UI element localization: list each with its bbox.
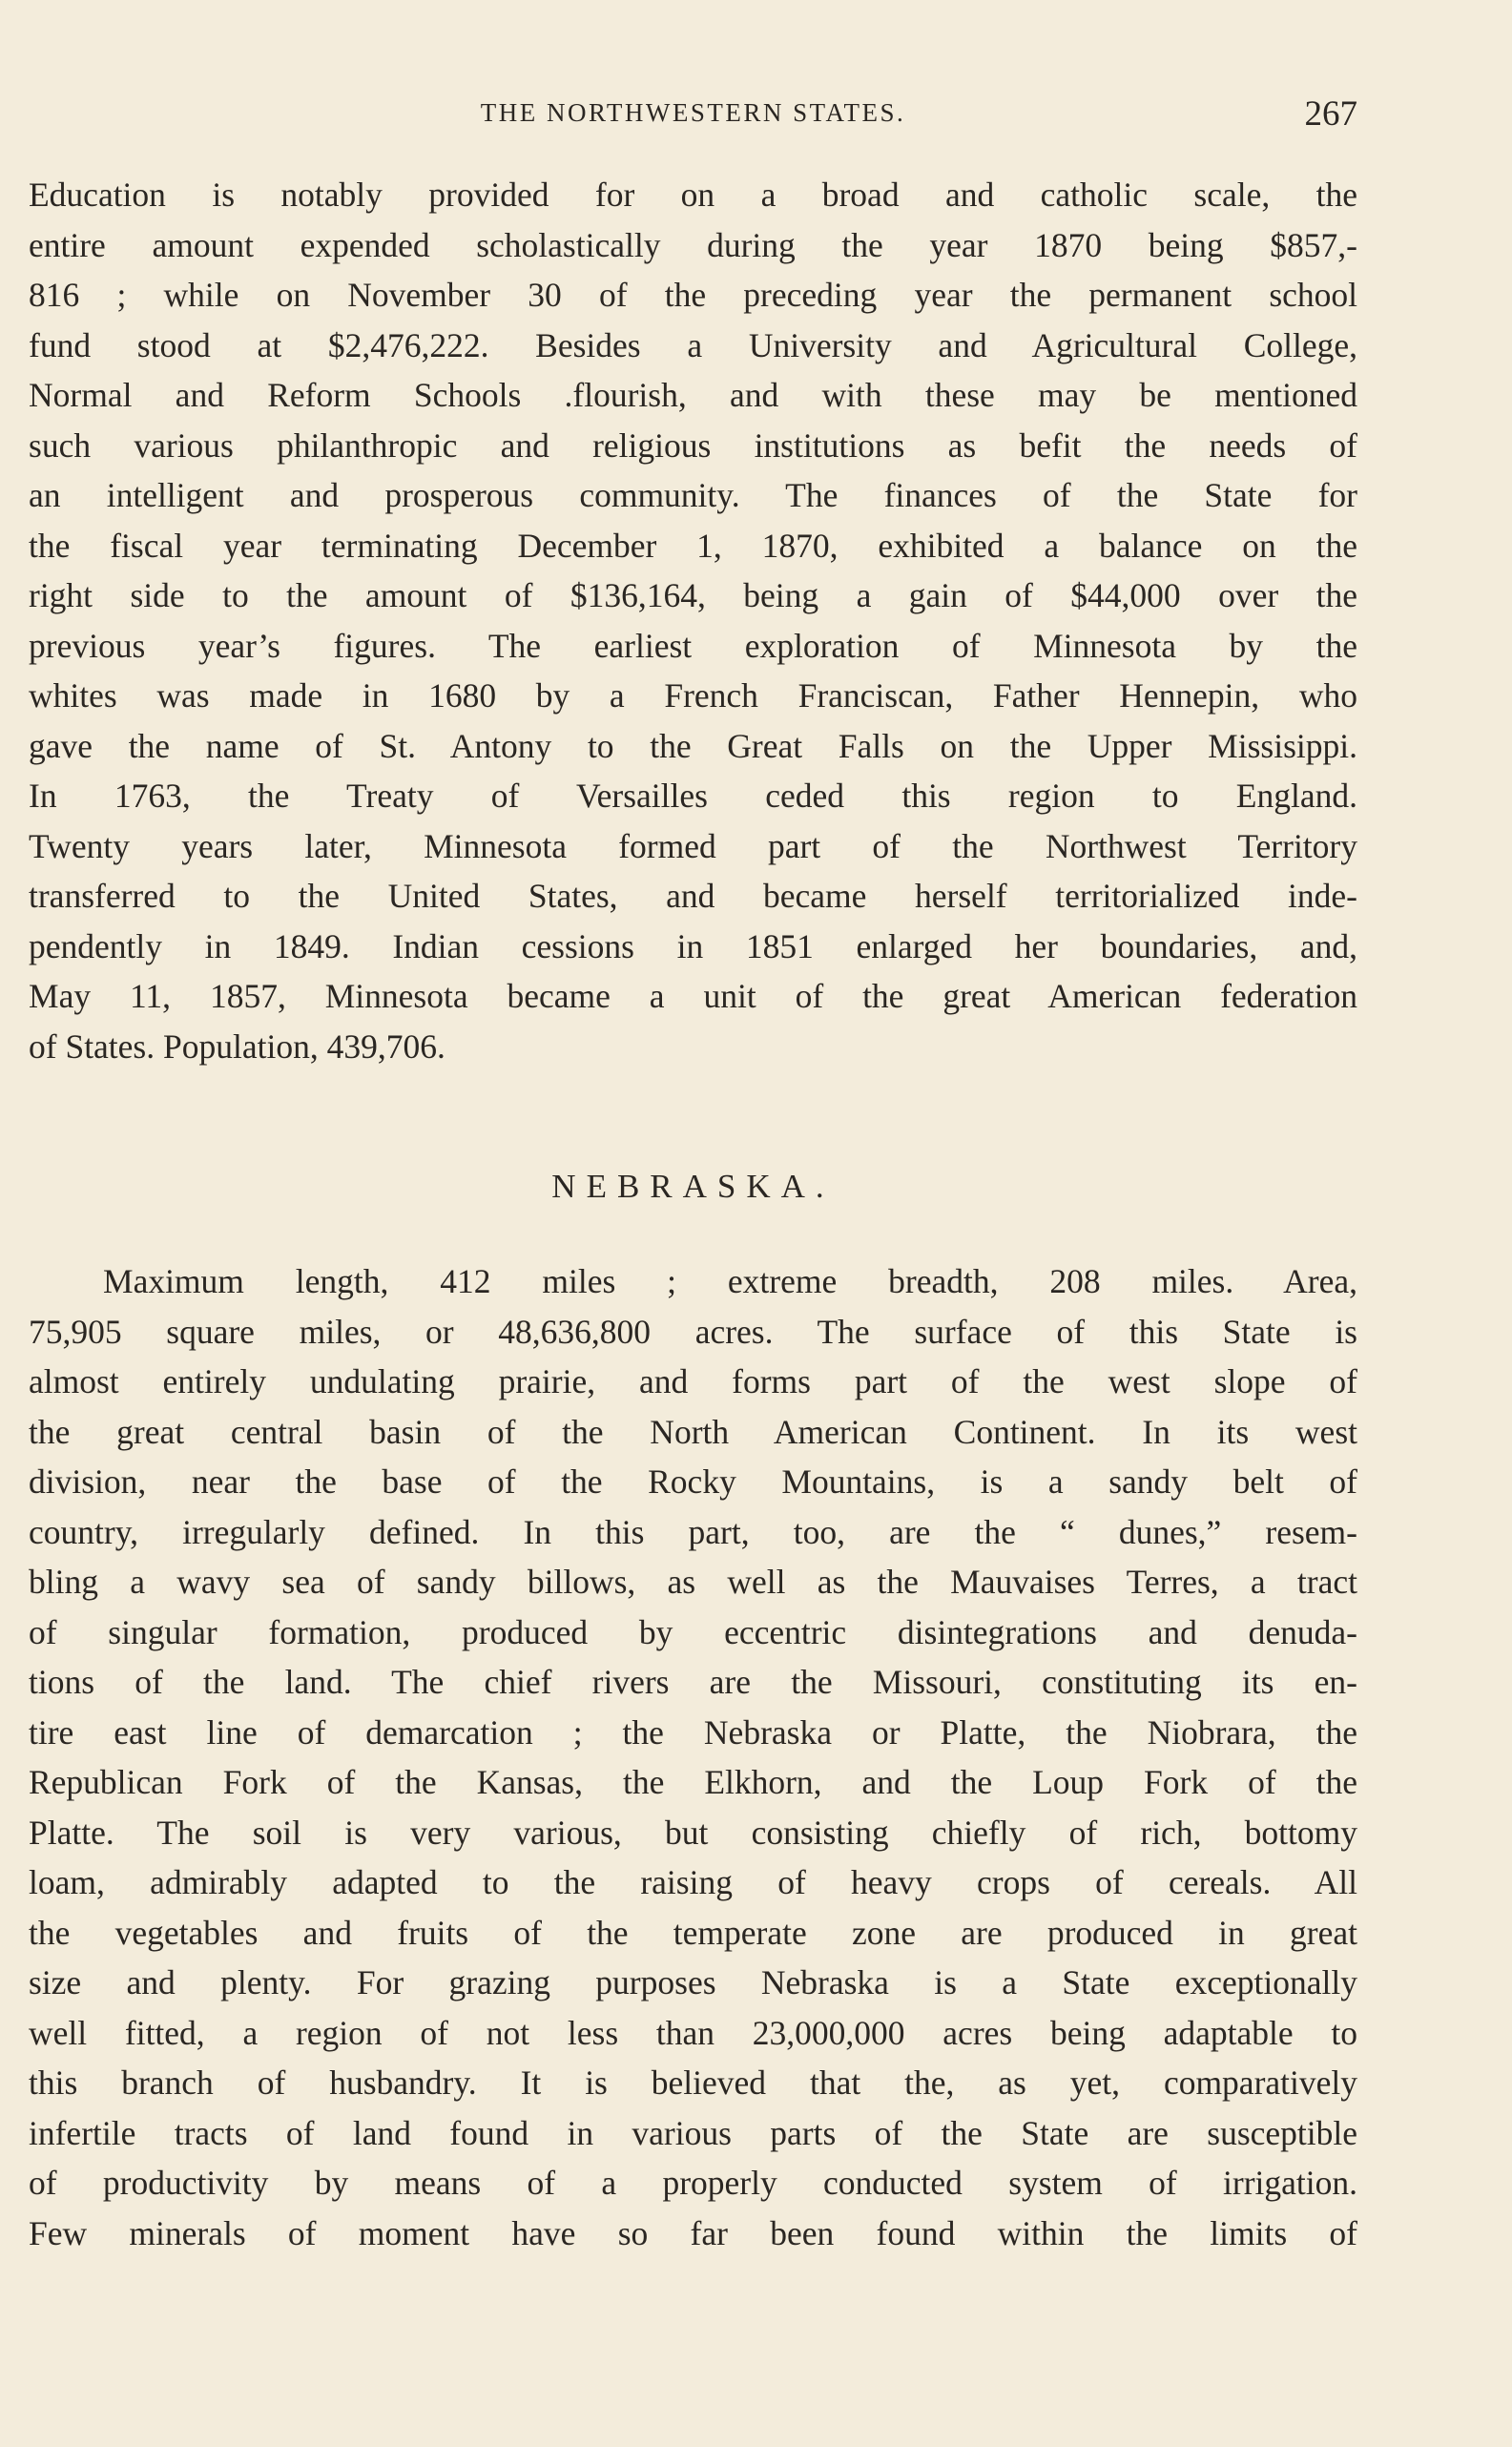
running-head <box>29 92 1357 134</box>
text-line: Platte. The soil is very various, but consisting chiefly of rich, bottomy <box>29 1813 1357 1852</box>
text-line: bling a wavy sea of sandy billows, as well as the Mauvaises Terres, a tract <box>29 1563 1357 1601</box>
text-line: Maximum length, 412 miles ; extreme breadth, 208 miles. Area, <box>103 1262 1357 1300</box>
text-line: this branch of husbandry. It is believed that the, as yet, comparatively <box>29 2063 1357 2102</box>
text-line: tions of the land. The chief rivers are the Missouri, constituting its en- <box>29 1663 1357 1701</box>
text-line: the fiscal year terminating December 1, 1870, exhibited a balance on the <box>29 526 1357 565</box>
text-line: Education is notably provided for on a broad and catholic scale, the <box>29 176 1357 214</box>
text-line: infertile tracts of land found in various parts of the State are susceptible <box>29 2113 1357 2152</box>
text-line: size and plenty. For grazing purposes Nebraska is a State exceptionally <box>29 1963 1357 2001</box>
text-line: the great central basin of the North American Continent. In its west <box>29 1412 1357 1451</box>
text-line: almost entirely undulating prairie, and forms part of the west slope of <box>29 1362 1357 1400</box>
text-line: division, near the base of the Rocky Mountains, is a sandy belt of <box>29 1462 1357 1501</box>
text-line: previous year’s figures. The earliest exploration of Minnesota by the <box>29 626 1357 665</box>
text-line: of productivity by means of a properly conducted system of irrigation. <box>29 2164 1357 2202</box>
section-heading-nebraska: NEBRASKA. <box>551 1168 835 1205</box>
text-line: of singular formation, produced by eccentric disintegrations and denuda- <box>29 1612 1357 1651</box>
text-line: 75,905 square miles, or 48,636,800 acres. The surface of this State is <box>29 1312 1357 1351</box>
running-title: THE NORTHWESTERN STATES. <box>480 98 906 127</box>
text-line: May 11, 1857, Minnesota became a unit of the great American federation <box>29 977 1357 1015</box>
text-line: whites was made in 1680 by a French Franciscan, Father Hennepin, who <box>29 676 1357 715</box>
page-number: 267 <box>1304 94 1357 134</box>
text-line: fund stood at $2,476,222. Besides a University and Agricultural College, <box>29 325 1357 364</box>
text-line: the vegetables and fruits of the temperate zone are produced in great <box>29 1913 1357 1952</box>
text-line: loam, admirably adapted to the raising of heavy crops of cereals. All <box>29 1863 1357 1901</box>
text-line: an intelligent and prosperous community. The finances of the State for <box>29 476 1357 514</box>
minnesota-paragraph <box>29 170 1357 1071</box>
text-line: Republican Fork of the Kansas, the Elkhorn, and the Loup Fork of the <box>29 1763 1357 1801</box>
text-line: Normal and Reform Schools .flourish, and with these may be mentioned <box>29 376 1357 414</box>
text-line: pendently in 1849. Indian cessions in 1851 enlarged her boundaries, and, <box>29 926 1357 965</box>
text-line: In 1763, the Treaty of Versailles ceded this region to England. <box>29 777 1357 815</box>
text-line: tire east line of demarcation ; the Nebraska or Platte, the Niobrara, the <box>29 1712 1357 1752</box>
text-line: entire amount expended scholastically during the year 1870 being $857,- <box>29 225 1357 264</box>
text-line: Few minerals of moment have so far been found within the limits of <box>29 2213 1357 2252</box>
text-line: such various philanthropic and religious institutions as befit the needs of <box>29 425 1357 465</box>
text-line: Twenty years later, Minnesota formed part of the Northwest Territory <box>29 826 1357 865</box>
text-line: gave the name of St. Antony to the Great Falls on the Upper Missisippi. <box>29 726 1357 765</box>
text-line: 816 ; while on November 30 of the preceding year the permanent school <box>29 276 1357 314</box>
nebraska-paragraph <box>29 1256 1357 2258</box>
text-line: country, irregularly defined. In this part, too, are the “ dunes,” resem- <box>29 1512 1357 1551</box>
text-line: well fitted, a region of not less than 23,000,000 acres being adaptable to <box>29 2013 1357 2052</box>
text-line: transferred to the United States, and became herself territorialized inde- <box>29 877 1357 915</box>
text-line: of States. Population, 439,706. <box>29 1026 445 1066</box>
text-line: right side to the amount of $136,164, being a gain of $44,000 over the <box>29 576 1357 614</box>
